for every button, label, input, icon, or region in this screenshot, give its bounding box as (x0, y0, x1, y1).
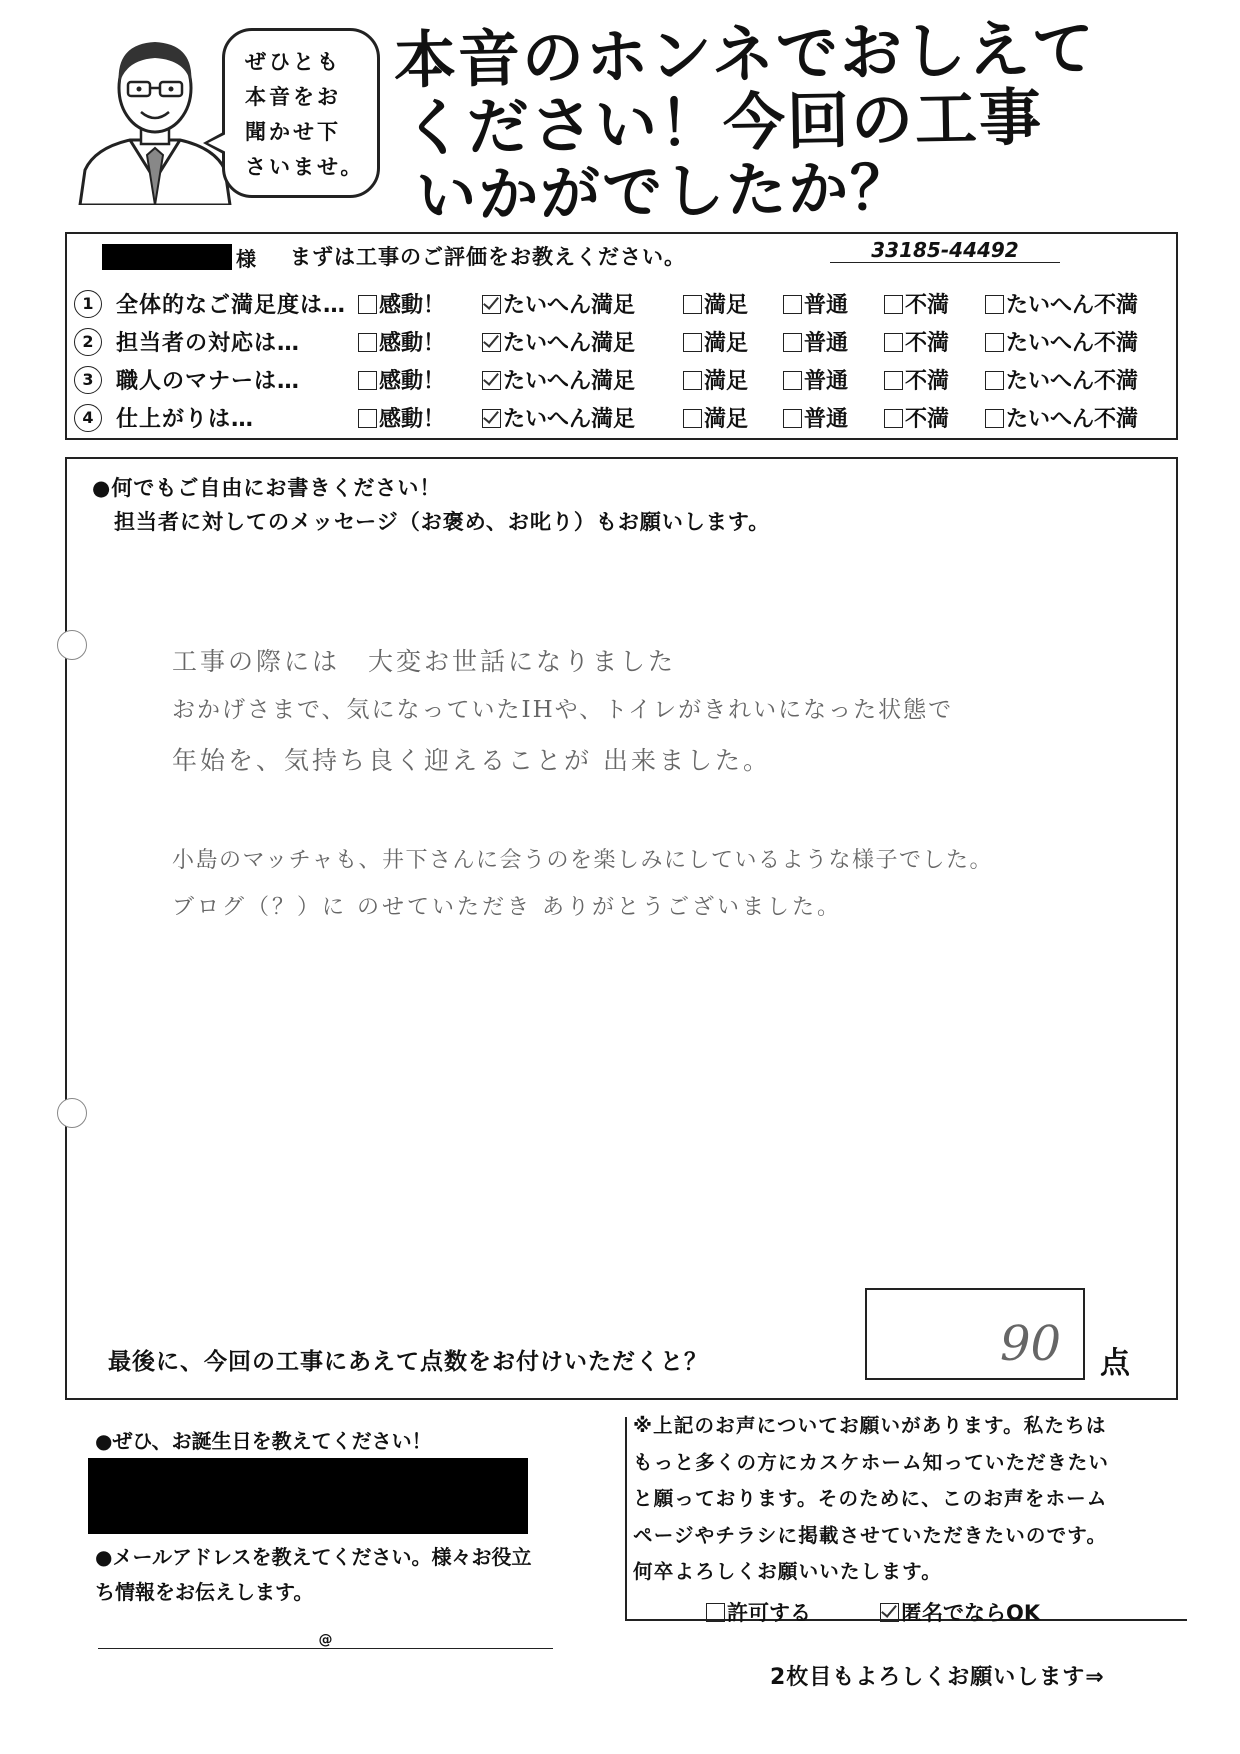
email-prompt-line: ち情報をお伝えします。 (95, 1580, 314, 1604)
handwritten-line: 工事の際には 大変お世話になりました (172, 647, 677, 676)
comment-section (65, 457, 1178, 1400)
headline-line: いかがでしたか？ (415, 152, 913, 232)
request-line: ※上記のお声についてお願いがあります。私たちは (633, 1414, 1107, 1437)
rating-option[interactable] (683, 288, 748, 319)
rating-option-label: 満足 (704, 293, 749, 318)
question-label: 仕上がりは… (116, 407, 255, 432)
permit-label: 許可する (727, 1601, 811, 1625)
rating-checkbox[interactable] (358, 409, 377, 428)
birthday-prompt: ●ぜひ、お誕生日を教えてください！ (95, 1429, 432, 1453)
rating-option[interactable] (783, 326, 848, 357)
bubble-line: さいませ。 (245, 155, 365, 179)
rating-option[interactable] (683, 326, 748, 357)
rating-option-label: 不満 (905, 293, 950, 318)
rating-option-label: 不満 (905, 369, 950, 394)
rating-option[interactable] (358, 364, 445, 395)
headline-line: ください！今回の工事 (402, 80, 1044, 165)
rating-question-row (74, 326, 1174, 362)
rating-option[interactable] (884, 326, 949, 357)
rating-checkbox[interactable] (482, 295, 501, 314)
rating-checkbox[interactable] (358, 295, 377, 314)
rating-checkbox[interactable] (985, 333, 1004, 352)
comment-heading: ●何でもご自由にお書きください！ (92, 476, 442, 500)
rating-option[interactable] (482, 402, 635, 433)
bubble-line: 聞かせ下 (245, 120, 341, 144)
question-label: 職人のマナーは… (116, 369, 301, 394)
rating-option[interactable] (985, 402, 1138, 433)
rating-prompt: まずは工事のご評価をお教えください。 (290, 245, 686, 269)
rating-option-label: 普通 (804, 407, 849, 432)
rating-option[interactable] (783, 402, 848, 433)
rating-checkbox[interactable] (783, 371, 802, 390)
anonymous-option[interactable] (880, 1597, 1040, 1627)
request-line: ページやチラシに掲載させていただきたいのです。 (633, 1523, 1108, 1547)
score-question: 最後に、今回の工事にあえて点数をお付けいただくと？ (108, 1349, 708, 1375)
email-prompt (95, 1540, 625, 1610)
email-field[interactable]: @ (98, 1632, 553, 1649)
rating-option-label: たいへん不満 (1006, 369, 1139, 394)
rating-option[interactable] (683, 364, 748, 395)
rating-option-label: 満足 (704, 331, 749, 356)
rating-option-label: 満足 (704, 407, 749, 432)
rating-checkbox[interactable] (884, 333, 903, 352)
salesman-illustration (75, 30, 235, 205)
rating-checkbox[interactable] (482, 371, 501, 390)
rating-option-label: たいへん不満 (1006, 407, 1139, 432)
rating-option-label: 不満 (905, 331, 950, 356)
honorific: 様 (236, 247, 256, 271)
rating-option[interactable] (985, 364, 1138, 395)
handwritten-line: おかげさまで、気になっていたIHや、トイレがきれいになった状態で (172, 697, 954, 723)
rating-checkbox[interactable] (783, 295, 802, 314)
question-label: 全体的なご満足度は… (116, 293, 347, 318)
question-number: 1 (74, 290, 102, 318)
email-prompt-line: ●メールアドレスを教えてください。様々お役立 (95, 1545, 532, 1569)
punch-hole (57, 1098, 87, 1128)
rating-option-label: たいへん満足 (503, 293, 636, 318)
publication-request (633, 1408, 1168, 1591)
bubble-line: ぜひとも (245, 50, 341, 74)
rating-option[interactable] (358, 402, 445, 433)
rating-option-label: たいへん満足 (503, 331, 636, 356)
rating-option-label: 普通 (804, 369, 849, 394)
rating-checkbox[interactable] (683, 333, 702, 352)
question-number: 3 (74, 366, 102, 394)
headline-line: 本音のホンネでおしえて (393, 11, 1097, 97)
page-note: 2枚目もよろしくお願いします⇒ (770, 1665, 1105, 1690)
rating-question-row (74, 364, 1174, 400)
punch-hole (57, 630, 87, 660)
request-line: 何卒よろしくお願いいたします。 (633, 1560, 942, 1583)
rating-checkbox[interactable] (358, 333, 377, 352)
bubble-line: 本音をお (245, 85, 341, 109)
rating-option-label: 普通 (804, 293, 849, 318)
rating-question-row (74, 402, 1174, 438)
rating-option[interactable] (884, 402, 949, 433)
handwritten-line: ブログ（？）に のせていただき ありがとうございました。 (172, 895, 842, 920)
rating-option[interactable] (985, 326, 1138, 357)
rating-option[interactable] (482, 326, 635, 357)
rating-checkbox[interactable] (884, 409, 903, 428)
rating-checkbox[interactable] (683, 295, 702, 314)
permit-checkbox[interactable] (706, 1603, 725, 1622)
score-unit: 点 (1100, 1346, 1130, 1381)
rating-checkbox[interactable] (783, 409, 802, 428)
rating-option[interactable] (358, 326, 445, 357)
rating-checkbox[interactable] (884, 295, 903, 314)
redacted-birthday (88, 1458, 528, 1534)
request-line: もっと多くの方にカスケホーム知っていただきたい (633, 1450, 1110, 1474)
rating-checkbox[interactable] (985, 409, 1004, 428)
rating-option-label: 満足 (704, 369, 749, 394)
rating-checkbox[interactable] (783, 333, 802, 352)
rating-option-label: たいへん満足 (503, 369, 636, 394)
redacted-customer-name (102, 244, 232, 270)
rating-checkbox[interactable] (482, 409, 501, 428)
rating-option-label: 感動！ (379, 407, 446, 432)
rating-checkbox[interactable] (358, 371, 377, 390)
rating-checkbox[interactable] (985, 295, 1004, 314)
rating-option-label: 感動！ (379, 369, 446, 394)
rating-checkbox[interactable] (683, 409, 702, 428)
rating-option[interactable] (884, 364, 949, 395)
rating-option[interactable] (884, 288, 949, 319)
permit-option[interactable] (706, 1597, 811, 1627)
page-headline (393, 13, 1196, 231)
rating-question-row (74, 288, 1174, 324)
rating-option-label: 感動！ (379, 293, 446, 318)
rating-option-label: たいへん不満 (1006, 331, 1139, 356)
rating-option[interactable] (358, 288, 445, 319)
rating-checkbox[interactable] (884, 371, 903, 390)
comment-subheading: 担当者に対してのメッセージ（お褒め、お叱り）もお願いします。 (114, 510, 771, 534)
rating-option-label: 感動！ (379, 331, 446, 356)
rating-option[interactable] (482, 288, 635, 319)
rating-option-label: たいへん不満 (1006, 293, 1139, 318)
rating-checkbox[interactable] (985, 371, 1004, 390)
rating-option[interactable] (783, 288, 848, 319)
speech-bubble (222, 28, 380, 198)
rating-option-label: 不満 (905, 407, 950, 432)
handwritten-line: 小島のマッチャも、井下さんに会うのを楽しみにしているような様子でした。 (172, 848, 993, 873)
anonymous-checkbox[interactable] (880, 1603, 899, 1622)
handwritten-line: 年始を、気持ち良く迎えることが 出来ました。 (172, 746, 771, 775)
rating-option-label: 普通 (804, 331, 849, 356)
request-line: と願っております。そのために、このお声をホーム (633, 1487, 1108, 1510)
question-label: 担当者の対応は… (116, 331, 301, 356)
score-value: 90 (1000, 1316, 1062, 1372)
customer-id: 33185-44492 (830, 238, 1060, 263)
rating-option[interactable] (683, 402, 748, 433)
rating-option[interactable] (783, 364, 848, 395)
rating-option[interactable] (482, 364, 635, 395)
question-number: 4 (74, 404, 102, 432)
anonymous-label: 匿名でならOK (901, 1601, 1041, 1625)
question-number: 2 (74, 328, 102, 356)
rating-option-label: たいへん満足 (503, 407, 636, 432)
rating-checkbox[interactable] (482, 333, 501, 352)
rating-option[interactable] (985, 288, 1138, 319)
rating-checkbox[interactable] (683, 371, 702, 390)
